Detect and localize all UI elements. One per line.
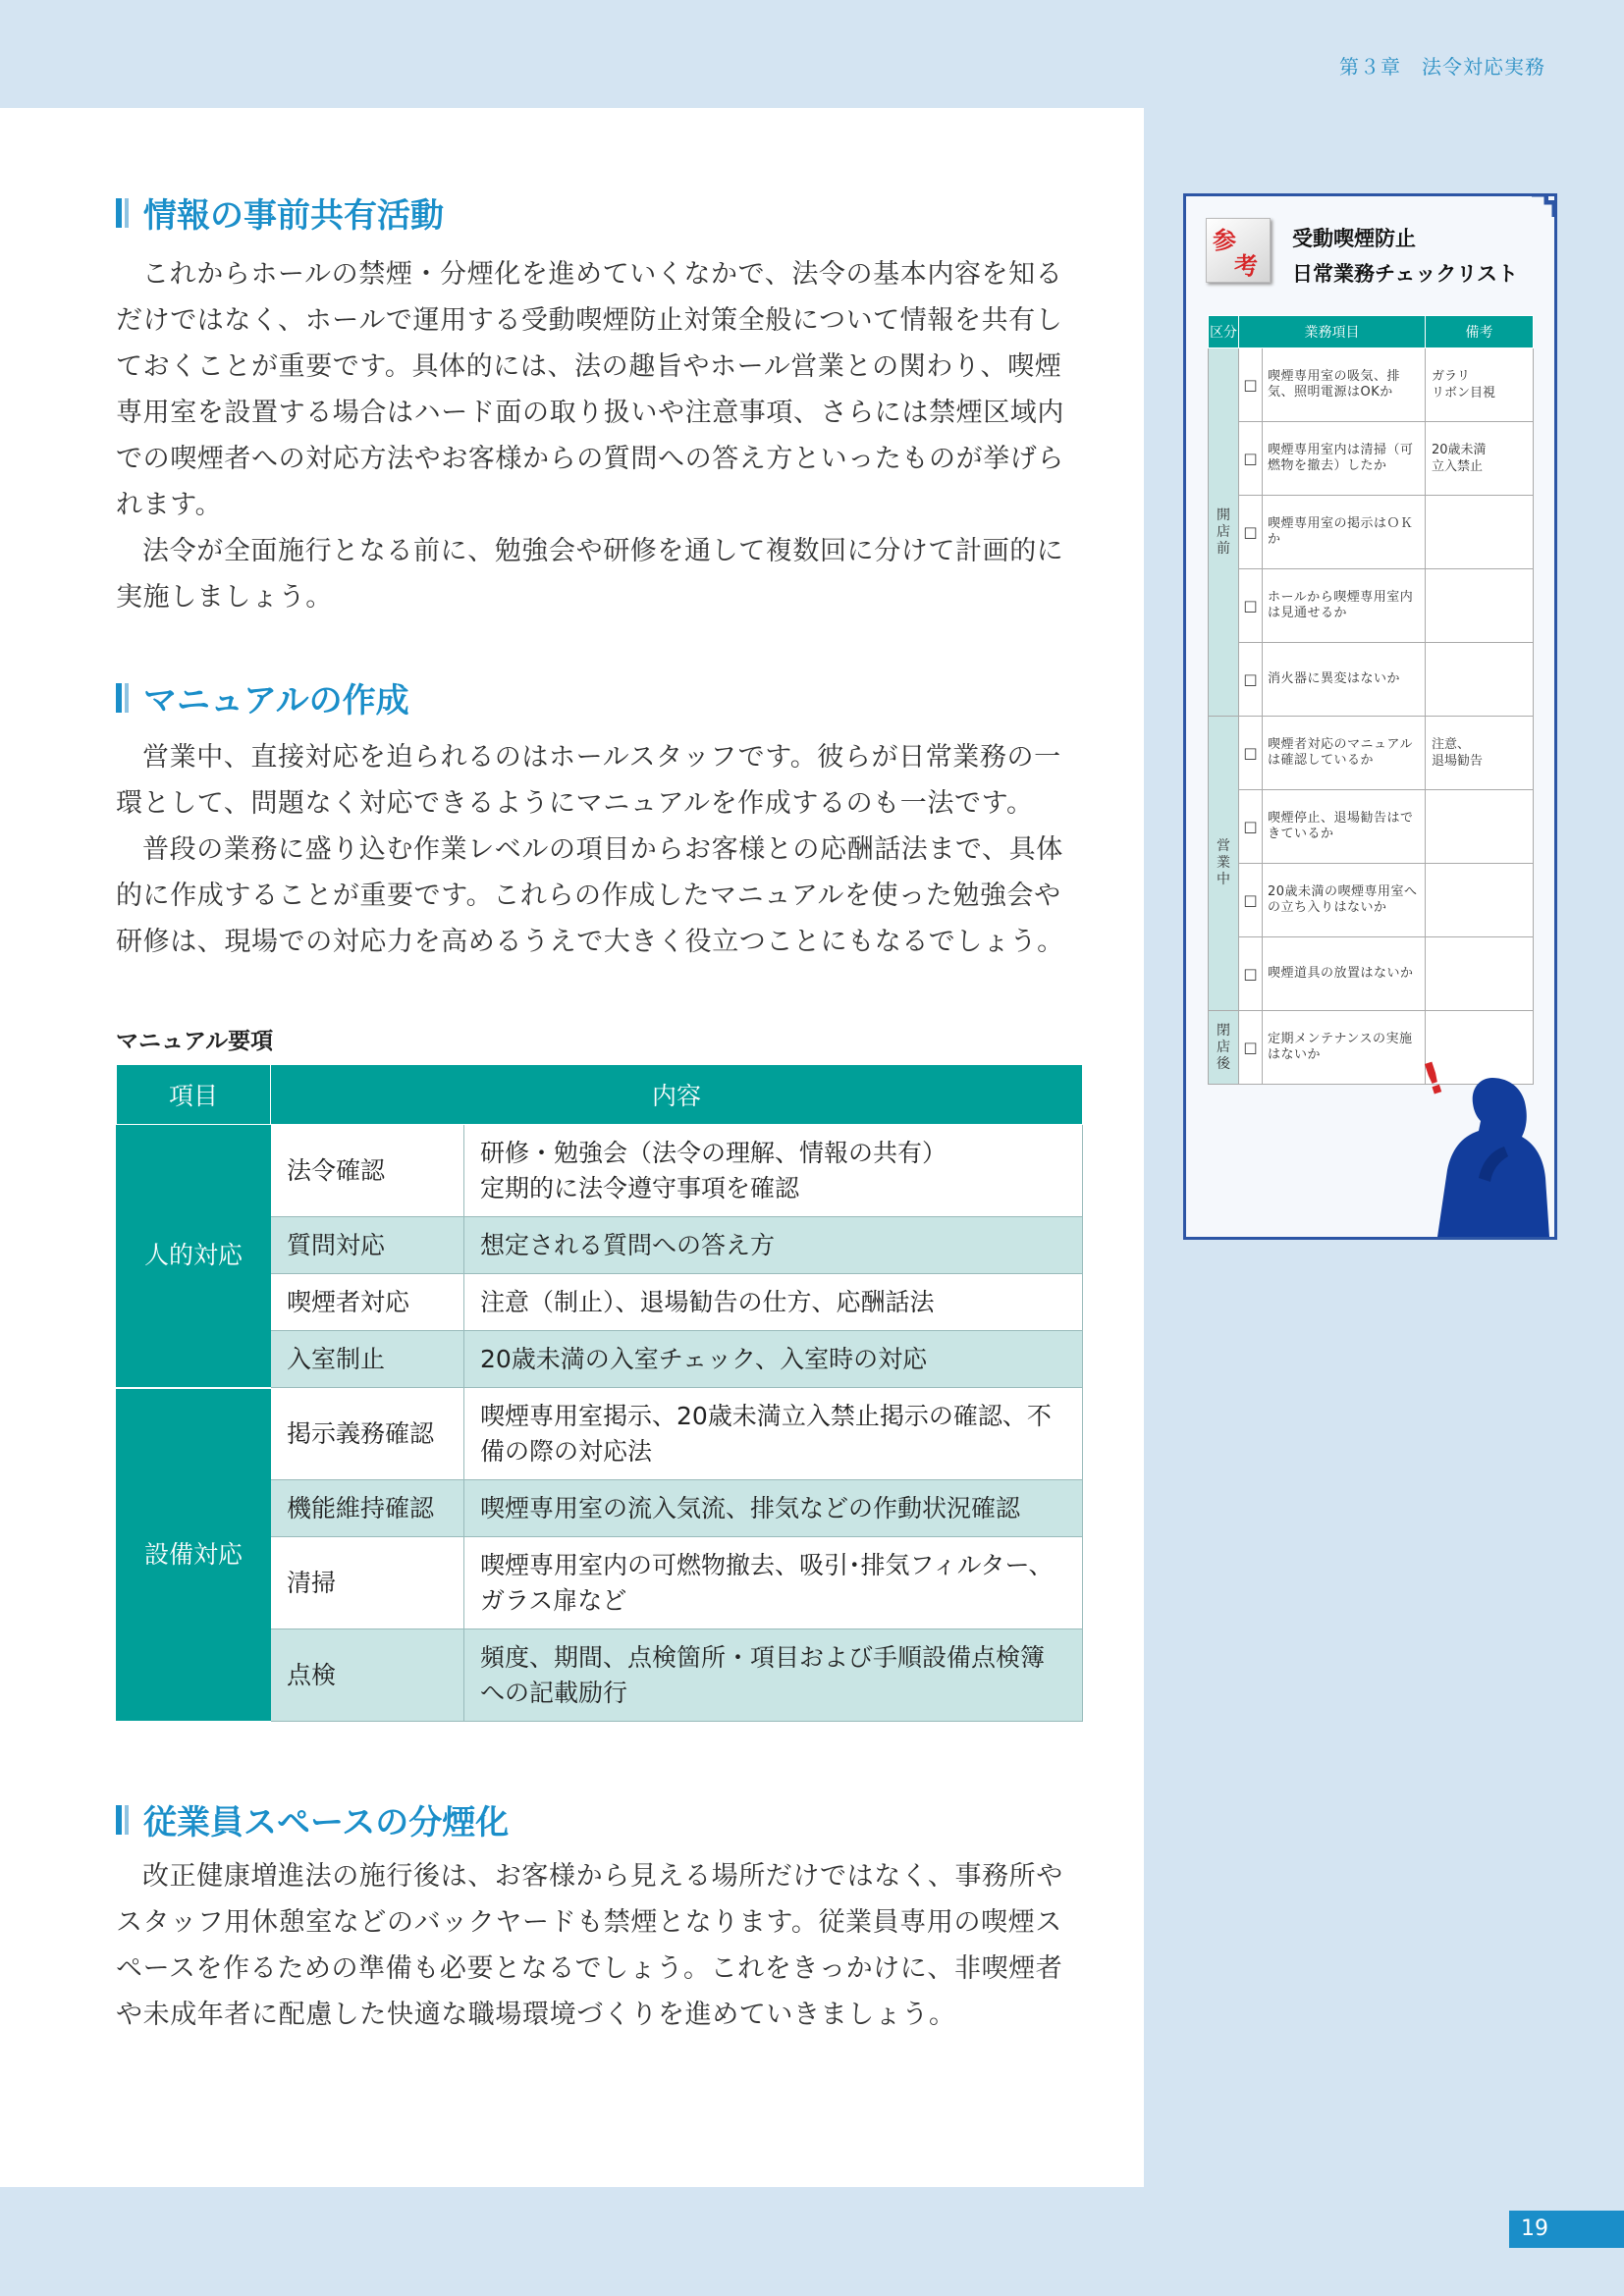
checkbox-icon[interactable]: □ [1239,569,1263,643]
content-cell: 20歳未満の入室チェック、入室時の対応 [464,1331,1083,1388]
item-cell: 清掃 [271,1537,464,1629]
badge-char: 参 [1213,227,1236,254]
chapter-header: 第３章 法令対応実務 [1339,55,1545,79]
corner-notch-icon [1530,191,1559,221]
checklist-item: 喫煙停止、退場勧告はできているか [1263,790,1426,864]
sidebar-title-line: 日常業務チェックリスト [1292,262,1518,286]
content-cell: 喫煙専用室内の可燃物撤去、吸引･排気フィルター、ガラス扉など [464,1537,1083,1629]
heading-marker-icon [116,1805,130,1835]
item-cell: 入室制止 [271,1331,464,1388]
checkbox-icon[interactable]: □ [1239,717,1263,790]
checklist-header-row [1209,316,1534,348]
checkbox-icon[interactable]: □ [1239,864,1263,937]
checklist-note [1426,937,1534,1011]
manual-table [116,1064,1083,1723]
content-cell: 注意（制止）、退場勧告の仕方、応酬話法 [464,1274,1083,1331]
category-label: 営業中 [1217,838,1230,887]
checklist-row [1209,717,1534,790]
checkbox-icon[interactable]: □ [1239,937,1263,1011]
paragraph: 法令が全面施行となる前に、勉強会や研修を通して複数回に分けて計画的に実施しましょう。 [116,536,1064,613]
checklist-header-cell: 備考 [1426,316,1534,348]
checkbox-icon[interactable]: □ [1239,496,1263,569]
section-heading-manual [116,673,409,721]
checklist-item: 喫煙専用室の掲示はＯＫか [1263,496,1426,569]
table-row [117,1388,1083,1480]
checklist-note: 注意、 退場勧告 [1426,717,1534,790]
checkbox-icon[interactable]: □ [1239,422,1263,496]
heading-marker-icon [116,198,130,228]
checklist-item: 20歳未満の喫煙専用室への立ち入りはないか [1263,864,1426,937]
checklist-table [1208,315,1534,1085]
checklist-note [1426,496,1534,569]
item-cell: 点検 [271,1629,464,1722]
page-number: 19 [1509,2211,1624,2248]
checklist-item: 喫煙道具の放置はないか [1263,937,1426,1011]
checklist-note [1426,569,1534,643]
section-body-staff-space [116,1853,1088,2038]
checklist-row [1209,643,1534,717]
checklist-note [1426,643,1534,717]
group-cell: 設備対応 [117,1388,271,1722]
category-cell [1209,717,1239,1011]
paragraph: 営業中、直接対応を迫られるのはホールスタッフです。彼らが日常業務の一環として、問題なく対応できるようにマニュアルを作成するのも一法です。 [116,742,1061,819]
section-body-info-sharing [116,251,1088,620]
section-body-manual [116,734,1088,965]
item-cell: 質問対応 [271,1217,464,1274]
category-label: 閉店後 [1217,1022,1230,1072]
paragraph: これからホールの禁煙・分煙化を進めていくなかで、法令の基本内容を知るだけではなく、ホールで運用する受動喫煙防止対策全般について情報を共有しておくことが重要です。具体的には、法の趣旨やホール営業との関わり、喫煙専用室を設置する場合はハード面の取り扱いや注意事項、さらには禁煙区域内での喫煙者への対応方法やお客様からの質問への答え方といったものが挙げられます。 [116,259,1064,520]
sidebar-title [1292,221,1518,292]
item-cell: 機能維持確認 [271,1480,464,1537]
item-cell: 掲示義務確認 [271,1388,464,1480]
checklist-item: 喫煙専用室の吸気、排気、照明電源はOKか [1263,348,1426,422]
reference-sidebar [1183,193,1557,1240]
checklist-row [1209,348,1534,422]
checklist-note [1426,864,1534,937]
content-cell: 喫煙専用室掲示、20歳未満立入禁止掲示の確認、不備の際の対応法 [464,1388,1083,1480]
content-cell: 喫煙専用室の流入気流、排気などの作動状況確認 [464,1480,1083,1537]
checklist-note [1426,790,1534,864]
checklist-item: ホールから喫煙専用室内は見通せるか [1263,569,1426,643]
person-silhouette-icon [1432,1060,1559,1237]
checklist-row [1209,864,1534,937]
exclamation-mark: ! [1416,1052,1451,1106]
thinking-person-icon [1416,1052,1559,1237]
table-row [117,1125,1083,1217]
paragraph: 改正健康増進法の施行後は、お客様から見える場所だけではなく、事務所やスタッフ用休憩室などのバックヤードも禁煙となります。従業員専用の喫煙スペースを作るための準備も必要となるでしょう。これをきっかけに、非喫煙者や未成年者に配慮した快適な職場環境づくりを進めていきましょう。 [116,1861,1063,2030]
checkbox-icon[interactable]: □ [1239,348,1263,422]
paragraph: 普段の業務に盛り込む作業レベルの項目からお客様との応酬話法まで、具体的に作成することが重要です。これらの作成したマニュアルを使った勉強会や研修は、現場での対応力を高めるうえで大きく役立つことにもなるでしょう。 [116,834,1064,957]
checklist-item: 喫煙専用室内は清掃（可燃物を撤去）したか [1263,422,1426,496]
table-header-cell: 項目 [117,1065,271,1125]
category-label: 開店前 [1217,507,1230,557]
checklist-item: 消火器に異変はないか [1263,643,1426,717]
section-heading-text: 従業員スペースの分煙化 [143,1803,510,1842]
category-cell [1209,348,1239,717]
content-cell: 頻度、期間、点検箇所・項目および手順設備点検簿への記載励行 [464,1629,1083,1722]
checklist-row [1209,790,1534,864]
table-header-row [117,1065,1083,1125]
group-cell: 人的対応 [117,1125,271,1388]
checklist-row [1209,422,1534,496]
table-header-cell: 内容 [271,1065,1083,1125]
category-cell [1209,1011,1239,1085]
checkbox-icon[interactable]: □ [1239,1011,1263,1085]
checklist-header-cell: 区分 [1209,316,1239,348]
sidebar-title-line: 受動喫煙防止 [1292,227,1416,250]
checklist-row [1209,937,1534,1011]
item-cell: 法令確認 [271,1125,464,1217]
checklist-note: 20歳未満 立入禁止 [1426,422,1534,496]
content-cell: 研修・勉強会（法令の理解、情報の共有） 定期的に法令遵守事項を確認 [464,1125,1083,1217]
checklist-note: ガラリ リボン目視 [1426,348,1534,422]
checklist-row [1209,569,1534,643]
checkbox-icon[interactable]: □ [1239,790,1263,864]
section-heading-info-sharing [116,188,444,237]
content-cell: 想定される質問への答え方 [464,1217,1083,1274]
manual-table-caption: マニュアル要項 [116,1029,274,1054]
checklist-row [1209,496,1534,569]
section-heading-staff-space [116,1795,509,1843]
checklist-header-cell: 業務項目 [1239,316,1426,348]
section-heading-text: 情報の事前共有活動 [143,196,444,236]
reference-badge-icon [1206,218,1271,283]
checklist-item: 喫煙者対応のマニュアルは確認しているか [1263,717,1426,790]
section-heading-text: マニュアルの作成 [143,681,409,721]
heading-marker-icon [116,683,130,713]
item-cell: 喫煙者対応 [271,1274,464,1331]
badge-char: 考 [1234,252,1258,280]
checkbox-icon[interactable]: □ [1239,643,1263,717]
checklist-item: 定期メンテナンスの実施はないか [1263,1011,1426,1085]
